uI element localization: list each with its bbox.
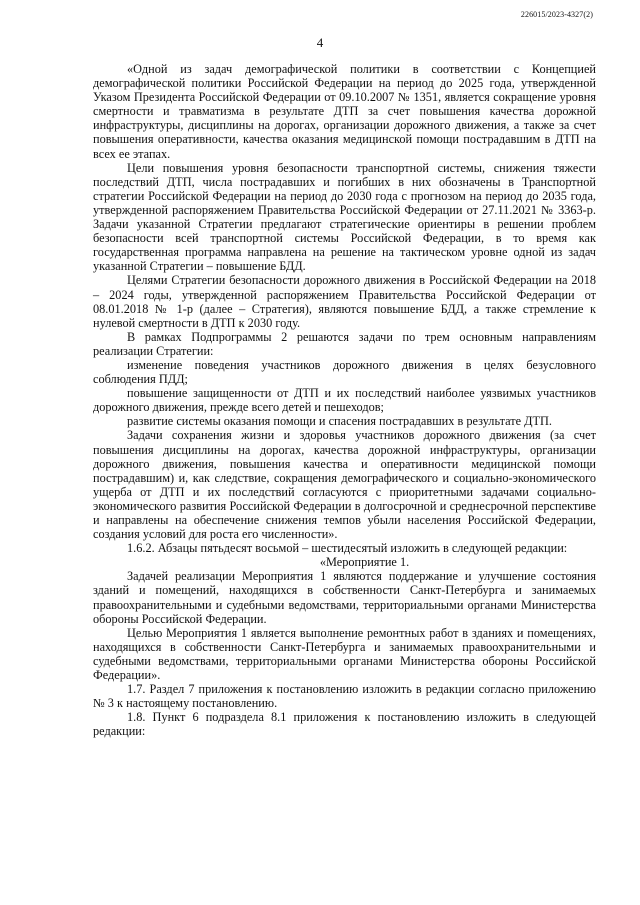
- paragraph-measure-1-task: Задачей реализации Мероприятия 1 являются поддержание и улучшение состояния зданий и помещений, находящихся в собственности Санкт-Петербурга и занимаемых правоохранительными и судебными ведомствами, территориальными органами Министерства обороны Российской Федерации.: [93, 569, 596, 626]
- paragraph-transport-strategy: Цели повышения уровня безопасности транспортной системы, снижения тяжести последствий ДТП, числа пострадавших и погибших в них обозначены в Транспортной стратегии Российской Федерации на период до 2030 года с прогнозом на период до 2035 года, утвержденной распоряжением Правительства Российской Федерации от 27.11.2021 № 3363-р. Задачи указанной Стратегии предлагают стратегические ориентиры в решении проблем безопасности всей транспортной системы Российской Федерации, в то время как государственная программа направлена на решение на тактическом уровне одной из задач указанной Стратегии – повышение БДД.: [93, 160, 596, 274]
- paragraph-tasks: Задачи сохранения жизни и здоровья участников дорожного движения (за счет повышения дисциплины на дорогах, качества дорожной инфраструктуры, организации дорожного движения, повышения качества и оперативности медицинской помощи пострадавшим) и, как следствие, сокращения демографического и социально-экономического ущерба от ДТП и их последствий согласуются с приоритетными задачами социально-экономического развития Российской Федерации в долгосрочной и среднесрочной перспективе и направлены на обеспечение снижения темпов убыли населения Российской Федерации, создания условий для роста его численности».: [93, 428, 596, 542]
- paragraph-road-safety-strategy: Целями Стратегии безопасности дорожного движения в Российской Федерации на 2018 – 2024 годы, утвержденной распоряжением Правительства Российской Федерации от 08.01.2018 № 1-р (далее – Стратегия), являются повышение БДД, а также стремление к нулевой смертности в ДТП к 2030 году.: [93, 273, 596, 330]
- paragraph-subprogram-2: В рамках Подпрограммы 2 решаются задачи по трем основным направлениям реализации Стратегии:: [93, 329, 596, 358]
- heading-measure-1: «Мероприятие 1.: [319, 555, 410, 570]
- list-item-protection: повышение защищенности от ДТП и их последствий наиболее уязвимых участников дорожного движения, прежде всего детей и пешеходов;: [93, 386, 596, 415]
- paragraph-1-7: 1.7. Раздел 7 приложения к постановлению изложить в редакции согласно приложению № 3 к настоящему постановлению.: [93, 682, 596, 711]
- paragraph-measure-1-goal: Целью Мероприятия 1 является выполнение ремонтных работ в зданиях и помещениях, находящихся в собственности Санкт-Петербурга и занимаемых правоохранительными и судебными ведомствами, территориальными органами Министерства обороны Российской Федерации».: [93, 625, 596, 683]
- paragraph-demographic-policy: «Одной из задач демографической политики в соответствии с Концепцией демографической политики Российской Федерации на период до 2025 года, утвержденной Указом Президента Российской Федерации от 09.10.2007 № 1351, является сокращение уровня смертности и травматизма в результате ДТП за счет повышения качества дорожной инфраструктуры, дисциплины на дорогах, организации дорожного движения, а также за счет повышения оперативности, качества оказания медицинской помощи пострадавшим в ДТП на всех ее этапах.: [93, 62, 596, 161]
- paragraph-1-8: 1.8. Пункт 6 подраздела 8.1 приложения к постановлению изложить в следующей редакции:: [93, 710, 596, 739]
- list-item-behavior-change: изменение поведения участников дорожного движения в целях безусловного соблюдения ПДД;: [93, 357, 596, 387]
- paragraph-1-6-2: 1.6.2. Абзацы пятьдесят восьмой – шестидесятый изложить в следующей редакции:: [127, 541, 568, 556]
- page-number: 4: [316, 35, 324, 50]
- document-number: 226015/2023-4327(2): [520, 10, 593, 19]
- document-body: [93, 62, 596, 739]
- list-item-rescue: развитие системы оказания помощи и спасения пострадавших в результате ДТП.: [127, 414, 553, 429]
